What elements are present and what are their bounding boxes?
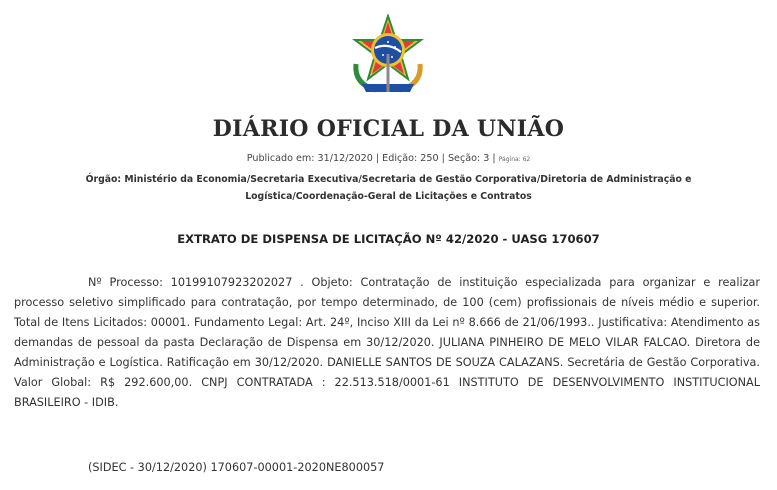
document-heading: EXTRATO DE DISPENSA DE LICITAÇÃO Nº 42/2020 - UASG 170607 bbox=[177, 232, 600, 246]
publication-title: DIÁRIO OFICIAL DA UNIÃO bbox=[212, 116, 565, 142]
page-number: Página: 62 bbox=[498, 156, 531, 163]
issuing-body bbox=[40, 171, 737, 205]
document-body: Nº Processo: 10199107923202027 . Objeto: Contratação de instituição especializada para organizar e realizar processo seletivo simplificado para contratação, por tempo determinado, de 100 (cem) profissionais de níveis médio e superior. Total de Itens Licitados: 00001. Fundamento Legal: Art. 24º, Inciso XIII da Lei nº 8.666 de 21/06/1993.. Justificativa: Atendimento as demandas de pessoal da pasta Declaração de Dispensa em 30/12/2020. JULIANA PINHEIRO DE MELO VILAR FALCAO. Diretora de Administração e Logística. Ratificação em 30/12/2020. DANIELLE SANTOS DE SOUZA CALAZANS. Secretária de Gestão Corporativa. Valor Global: R$ 292.600,00. CNPJ CONTRATADA : 22.513.518/0001-61 INSTITUTO DE DESENVOLVIMENTO INSTITUCIONAL BRASILEIRO - IDIB. bbox=[14, 276, 760, 409]
brazil-coat-of-arms-icon bbox=[346, 14, 430, 96]
issuing-body-line-1: Órgão: Ministério da Economia/Secretaria Executiva/Secretaria de Gestão Corporativa/Diretoria de Administração e bbox=[85, 174, 692, 185]
publication-info bbox=[0, 153, 777, 164]
sidec-reference: (SIDEC - 30/12/2020) 170607-00001-2020NE800057 bbox=[88, 461, 385, 474]
issuing-body-line-2: Logística/Coordenação-Geral de Licitações e Contratos bbox=[245, 191, 532, 202]
publication-date-edition: Publicado em: 31/12/2020 | Edição: 250 | Seção: 3 | bbox=[246, 153, 499, 164]
